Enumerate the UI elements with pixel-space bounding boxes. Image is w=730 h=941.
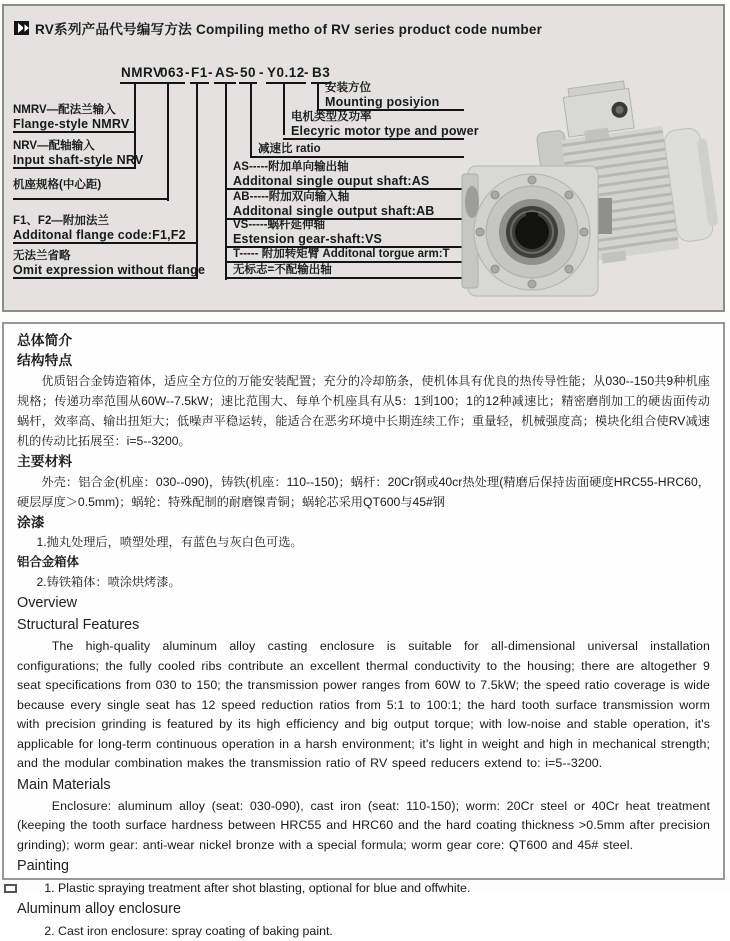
gear-motor-image <box>460 80 722 308</box>
code-model: NMRV <box>120 64 164 84</box>
paragraph-materials-zh: 外壳：铝合金(机座：030--090)，铸铁(机座：110--150)；蜗杆：20Cr钢或40cr热处理(精磨后保持齿面硬度HRC55-HRC60，硬层厚度＞0.5mm)；蜗轮：特殊配制的耐磨镍青铜；蜗轮芯采用QT600与45#钢 <box>17 475 710 509</box>
painting-item1-en: 1. Plastic spraying treatment after shot blasting, optional for blue and offwhite. <box>44 881 471 895</box>
label-additional-flange: F1、F2—附加法兰 Additonal flange code:F1,F2 <box>13 215 198 244</box>
section-header <box>14 18 542 38</box>
code-output-shaft: AS <box>214 64 236 84</box>
label-no-flange: 无法兰省略 Omit expression without flange <box>13 250 206 277</box>
code-separator: - <box>185 65 190 80</box>
heading-overview-en: Overview <box>17 595 77 611</box>
heading-overview-zh: 总体简介 <box>17 333 73 348</box>
label-shaft-as: AS-----附加单向输出轴 Additonal single ouput shaft:AS <box>225 161 464 190</box>
heading-painting-zh: 涂漆 <box>17 515 45 530</box>
heading-alu-en: Aluminum alloy enclosure <box>17 901 181 917</box>
painting-item2-en: 2. Cast iron enclosure: spray coating of baking paint. <box>44 924 333 938</box>
label-flange-input: NMRV—配法兰输入 Flange-style NMRV <box>13 104 136 133</box>
code-ratio: 50 <box>239 64 257 84</box>
paragraph-features-en: The high-quality aluminum alloy casting enclosure is suitable for all-dimensional universal installation configurations; the fully cooled ribs contribute an excellent thermal conductivity to the housing; there are altogether 9 seat specifications from 030 to 150; the transmission power ranges from 60W to 7.5kW; the speed ratio coverage is wide because every single seat has 12 speed reduction ratios from 5:1 to 100:1; the hard tooth surface transmission worm with precision grinding is featured by its high efficiency and big output torque; with low-noise and stable operation, it's applicable for long-term continuous operation in a harsh environment; it's light in weight and high in mechanical strength; and the modular combination makes the transmission ratio of RV speed reducers extend to: i=5--3200. <box>17 639 710 770</box>
label-shaft-input: NRV—配轴输入 Input shaft-style NRV <box>13 140 144 167</box>
code-separator: - <box>304 65 309 80</box>
code-separator: - <box>234 65 239 80</box>
code-separator: - <box>259 65 264 80</box>
play-arrow-icon <box>14 21 29 35</box>
paragraph-features-zh: 优质铝合金铸造箱体，适应全方位的万能安装配置；充分的冷却筋条，使机体具有优良的热传导性能；从030--150共9种机座规格；传递功率范围从60W--7.5kW；速比范围大、每单个机座具有从5：1到100；1的12种减速比；精密磨削加工的硬齿面传动蜗杆，效率高、输出扭矩大；低噪声平稳运转，能适合在恶劣环境中长期连续工作；重量轻，机械强度高；模块化组合使RV减速机的传动比拓展至：i=5--3200。 <box>17 374 710 448</box>
page-footer-marker <box>4 884 17 893</box>
code-flange: F1 <box>190 64 209 84</box>
heading-materials-zh: 主要材料 <box>17 454 73 469</box>
paragraph-materials-en: Enclosure: aluminum alloy (seat: 030-090), cast iron (seat: 110-150); worm: 20Cr steel or 40Cr heat treatment (keeping the tooth surface hardness between HRC55 and HRC60 and the hard coating thickness >0.5mm after precision grinding); worm gear: anti-wear nickel bronze with a special formula; worm gear core: QT600 and 45# steel. <box>17 798 710 852</box>
heading-painting-en: Painting <box>17 858 70 874</box>
label-shaft-vs: VS-----蜗杆延伸轴 Estension gear-shaft:VS <box>225 219 464 248</box>
code-diagram-panel <box>2 4 725 312</box>
label-no-mark: 无标志=不配输出轴 <box>225 264 464 279</box>
description-panel <box>2 322 725 938</box>
label-motor-type-power: 电机类型及功率 Elecyric motor type and power <box>283 111 464 140</box>
code-separator: - <box>208 65 213 80</box>
heading-features-zh: 结构特点 <box>17 353 73 368</box>
label-frame-size: 机座规格(中心距) <box>13 179 169 200</box>
code-mounting: B3 <box>311 64 331 84</box>
section-title: RV系列产品代号编写方法 Compiling metho of RV series product code number <box>35 22 543 37</box>
label-ratio: 减速比 ratio <box>250 143 464 158</box>
code-size: 063 <box>159 64 185 84</box>
connector-line-flange <box>196 83 198 278</box>
label-shaft-ab: AB-----附加双向输入轴 Additonal single output shaft:AB <box>225 191 464 220</box>
label-torque-arm: T----- 附加转矩臂 Additonal torgue arm:T <box>225 248 464 263</box>
code-motor: Y0.12 <box>266 64 306 84</box>
painting-item2-zh: 2.铸铁箱体：喷涂烘烤漆。 <box>36 575 181 589</box>
heading-features-en: Structural Features <box>17 617 140 633</box>
label-mounting-position: 安装方位 Mounting posiyion <box>317 82 464 111</box>
painting-item1-zh: 1.抛丸处理后，喷塑处理，有蓝色与灰白色可选。 <box>36 535 303 549</box>
heading-alu-zh: 铝合金箱体 <box>17 555 79 569</box>
heading-materials-en: Main Materials <box>17 776 111 793</box>
